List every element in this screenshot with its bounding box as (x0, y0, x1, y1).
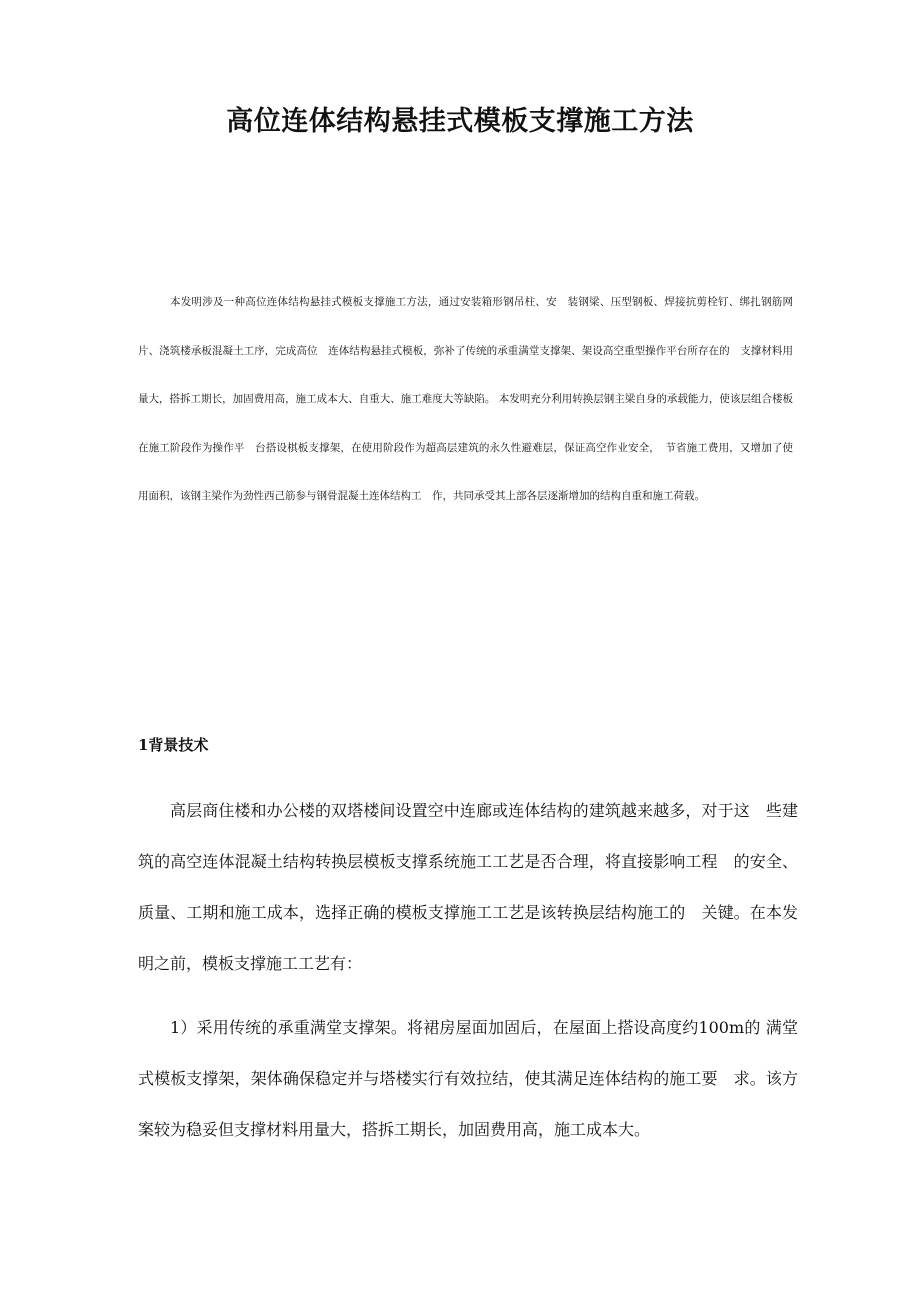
section-heading: 1背景技术 (138, 736, 209, 754)
body-paragraph-background: 高层商住楼和办公楼的双塔楼间设置空中连廊或连体结构的建筑越来越多，对于这 些建筑的高空连体混凝土结构转换层模板支撑系统施工工艺是否合理，将直接影响工程 的安全、质量、工期和施工成本，选择正确的模板支撑施工工艺是该转换层结构施工的 关键。在本发明之前，模板支撑施工工艺有： (138, 801, 798, 973)
body-paragraph-method-1: 1）采用传统的承重满堂支撑架。将裙房屋面加固后，在屋面上搭设高度约100m的 满堂式模板支撑架，架体确保稳定并与塔楼实行有效拉结，使其满足连体结构的施工要 求。该方案较为稳妥但支撑材料用量大，搭拆工期长，加固费用高，施工成本大。 (138, 1018, 798, 1139)
document-title: 高位连体结构悬挂式模板支撑施工方法 (226, 106, 694, 137)
abstract-paragraph: 本发明涉及一种高位连体结构悬挂式模板支撑施工方法，通过安装箱形钢吊柱、安 装钢梁、压型钢板、焊接抗剪栓钉、绑扎钢筋网片、浇筑楼承板混凝土工序，完成高位 连体结构悬挂式模板，弥补了传统的承重满堂支撑架、架设高空重型操作平台所存在的 支撑材料用量大，搭拆工期长，加固费用高，施工成本大、自重大、施工难度大等缺陷。 本发明充分利用转换层钢主梁自身的承载能力，使该层组合楼板在施工阶段作为操作平 台搭设棋板支撑架，在使用阶段作为超高层建筑的永久性避难层，保证高空作业安全， 节省施工费用，又增加了使用面积，该钢主梁作为劲性西己筋参与钢骨混凝土连体结构工 作，共同承受其上部各层逐渐增加的结构自重和施工荷载。 (138, 296, 793, 502)
